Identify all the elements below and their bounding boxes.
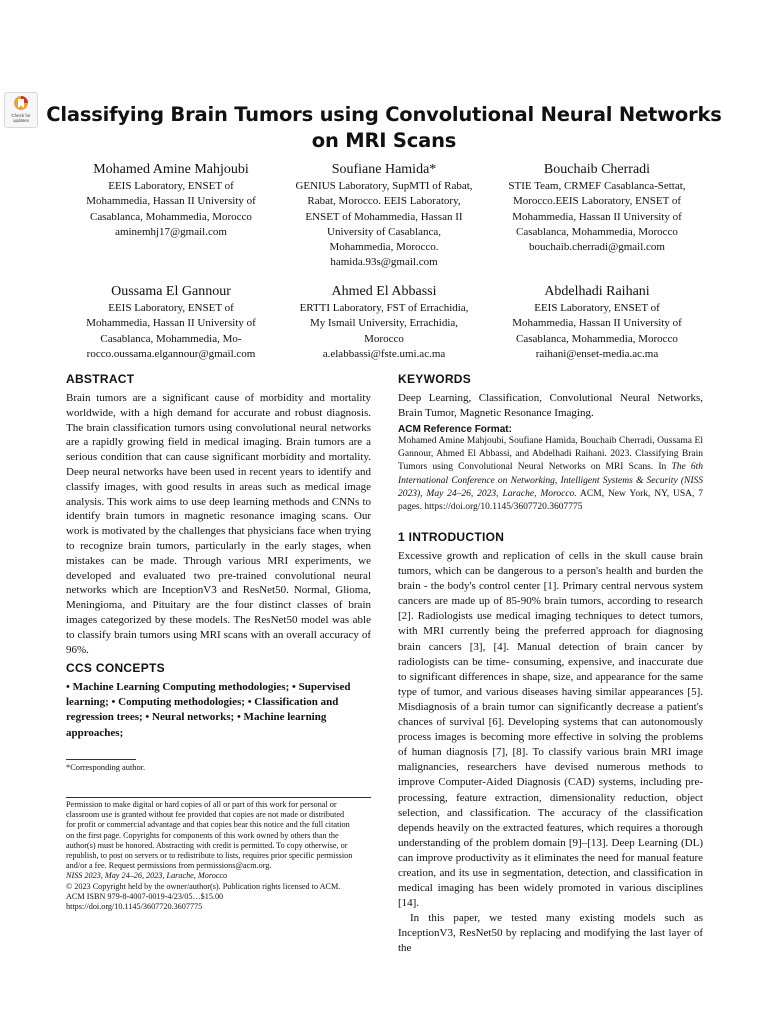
- author-email[interactable]: aminemhj17@gmail.com: [115, 225, 227, 238]
- keywords-text: Deep Learning, Classification, Convolutional Neural Networks, Brain Tumor, Magnetic Resonance Imaging.: [398, 392, 703, 419]
- author-name: Ahmed El Abbassi: [331, 284, 437, 299]
- ccs-text: • Machine Learning Computing methodologies; • Supervised learning; • Computing methodologies; • Classification and regression trees; • Neural networks; • Machine learning approaches;: [66, 681, 351, 739]
- copyright-line: © 2023 Copyright held by the owner/author(s). Publication rights licensed to ACM.: [66, 881, 341, 891]
- permission-line: and/or a fee. Request permissions from permissions@acm.org.: [66, 861, 272, 871]
- permission-rule: [66, 797, 371, 798]
- permission-line: republish, to post on servers or to redistribute to lists, requires prior specific permission: [66, 851, 353, 861]
- author-email[interactable]: rocco.oussama.elgannour@gmail.com: [86, 347, 256, 360]
- author-email[interactable]: raihani@enset-media.ac.ma: [535, 347, 659, 360]
- author-name: Mohamed Amine Mahjoubi: [93, 162, 249, 177]
- author-name: Oussama El Gannour: [111, 284, 231, 299]
- author-affiliation: EEIS Laboratory, ENSET of Mohammedia, Hassan II University of Casablanca, Mohammedia, Morocco: [512, 302, 682, 345]
- title-line-2: on MRI Scans: [311, 129, 457, 152]
- introduction-body: [398, 549, 703, 957]
- reference-venue: The 6th International Conference on Networking, Intelligent Systems & Security (NISS 2023), May 24–26, 2023, Larache, Morocco.: [398, 462, 704, 499]
- author-affiliation: GENIUS Laboratory, SupMTI of Rabat, Rabat, Morocco. EEIS Laboratory, ENSET of Mohammedia, Hassan II University of Casablanca, Mohammedia, Morocco.: [295, 180, 473, 254]
- acm-reference-text: [398, 435, 703, 514]
- author-name: Bouchaib Cherradi: [543, 162, 651, 177]
- author-email[interactable]: bouchaib.cherradi@gmail.com: [529, 241, 665, 254]
- permission-line: for profit or commercial advantage and that copies bear this notice and the full citation: [66, 820, 350, 830]
- author-row-2: [66, 283, 702, 362]
- abstract-section: [66, 372, 371, 657]
- author-affiliation: EEIS Laboratory, ENSET of Mohammedia, Hassan II University of Casablanca, Mohammedia, Mo-: [86, 302, 256, 345]
- title-line-1: Classifying Brain Tumors using Convolutional Neural Networks: [46, 103, 722, 126]
- isbn-line: ACM ISBN 979-8-4007-0019-4/23/05…$15.00: [66, 891, 224, 901]
- author-email[interactable]: a.elabbassi@fste.umi.ac.ma: [322, 347, 446, 360]
- author-row-1: [66, 161, 702, 271]
- author-block: [66, 283, 276, 362]
- introduction-paragraph-2: In this paper, we tested many existing models such as InceptionV3, ResNet50 by replacing and modifying the last layer of the: [398, 912, 703, 955]
- introduction-section: [398, 530, 703, 957]
- permission-line: Permission to make digital or hard copies of all or part of this work for personal or: [66, 800, 337, 809]
- author-affiliation: STIE Team, CRMEF Casablanca-Settat, Morocco.EEIS Laboratory, ENSET of Mohammedia, Hassan II University of Casablanca, Mohammedia, Morocco: [508, 180, 686, 238]
- abstract-heading: ABSTRACT: [66, 372, 135, 386]
- permission-block: [66, 800, 371, 912]
- author-affiliation: EEIS Laboratory, ENSET of Mohammedia, Hassan II University of Casablanca, Mohammedia, Morocco: [86, 180, 256, 223]
- introduction-paragraph-1: Excessive growth and replication of cells in the skull cause brain tumors, which can be dangerous to a person's health and burden the brain - the body's control center [1]. Primary central nervous system cancers are made up of 85-90% brain tumors, according to research [2]. Radiologists use medical imaging techniques to detect tumors, with MRI currently being the preferred approach for diagnosing brain cancers [3], [4]. Manual detection of brain cancer by radiologists can be time- consuming, expensive, and inaccurate due to significant differences in shape, size, and appearance for the same type of tumor, and various diseases having similar appearances [5]. Misdiagnosis of a brain tumor can significantly decrease a patient's chances of survival [6]. Developing systems that can autonomously process images is becoming more effective in solving the problems of human diagnosis [7], [8]. To classify various brain MRI image malignancies, researchers have devised numerous methods to improve Computer-Aided Diagnosis (CAD) systems, including pre-processing, feature extraction, dimensionality reduction, object selection, and classification. The accuracy of the classification depends heavily on the extracted features, which requires a thorough understanding of the problem domain [9]–[13]. Deep Learning (DL) can improve productivity as it eliminates the need for manual feature creation, and its use in segmentation, detection, and classification in medical imaging has been widely promoted in various disciplines [14].: [398, 550, 703, 910]
- author-affiliation: ERTTI Laboratory, FST of Errachidia, My Ismail University, Errachidia, Morocco: [299, 302, 469, 345]
- footnote-rule: [66, 759, 136, 760]
- author-block: [66, 161, 276, 271]
- author-email[interactable]: hamida.93s@gmail.com: [330, 256, 438, 269]
- acm-reference-heading: ACM Reference Format:: [398, 424, 512, 435]
- keywords-section: [398, 372, 703, 421]
- author-block: [492, 283, 702, 362]
- doi-link[interactable]: https://doi.org/10.1145/3607720.3607775: [66, 902, 203, 912]
- acm-reference-section: [398, 424, 703, 514]
- paper-title: [0, 102, 768, 154]
- permission-line: author(s) must be honored. Abstracting with credit is permitted. To copy otherwise, or: [66, 840, 348, 850]
- ccs-heading: CCS CONCEPTS: [66, 661, 165, 675]
- author-name: Soufiane Hamida*: [331, 162, 437, 177]
- permission-line: classroom use is granted without fee provided that copies are not made or distributed: [66, 810, 345, 820]
- author-block: [279, 283, 489, 362]
- author-block: [492, 161, 702, 271]
- keywords-heading: KEYWORDS: [398, 372, 472, 386]
- permission-line: on the first page. Copyrights for components of this work owned by others than the: [66, 830, 339, 840]
- reference-tail: ACM, New York, NY, USA, 7 pages. https://doi.org/10.1145/3607720.3607775: [398, 488, 704, 513]
- reference-authors: Mohamed Amine Mahjoubi, Soufiane Hamida, Bouchaib Cherradi, Oussama El Gannour, Ahmed El Abbassi, and Abdelhadi Raihani. 2023. Classifying Brain Tumors using Convolutional Neural Networks on MRI Scans. In: [398, 436, 703, 473]
- author-block: [279, 161, 489, 271]
- abstract-text: Brain tumors are a significant cause of morbidity and mortality worldwide, with a high demand for accurate and robust diagnosis. The brain classification tumors using convolutional neural networks are a rapidly growing field in medical imaging. Brain tumors are a serious condition that can cause significant morbidity and mortality. Deep neural networks have been used in recent years to identify and classify images, with good results in areas such as medical image analysis. This work aims to use deep learning methods and CNNs to identify brain tumors in magnetic resonance imaging scans. Our work is motivated by the challenges that physicians face when trying to recognize brain tumors, particularly in the early stages, when mistakes can be made. Through various MRI experiments, we developed and evaluated two pre-trained convolutional neural networks which are InceptionV3 and ResNet50. Normal, Glioma, Meningioma, and Pituitary are the four distinct classes of brain images categorized by these models. The ResNet50 model was able to classify brain tumors using MRI scans with an overall accuracy of 96%.: [66, 392, 371, 656]
- ccs-section: [66, 661, 371, 741]
- introduction-heading: 1 INTRODUCTION: [398, 530, 505, 544]
- badge-label: Check for updates: [11, 113, 31, 123]
- corresponding-author-footnote: *Corresponding author.: [66, 763, 146, 772]
- author-name: Abdelhadi Raihani: [544, 284, 650, 299]
- conference-line: NISS 2023, May 24–26, 2023, Larache, Morocco: [66, 871, 228, 881]
